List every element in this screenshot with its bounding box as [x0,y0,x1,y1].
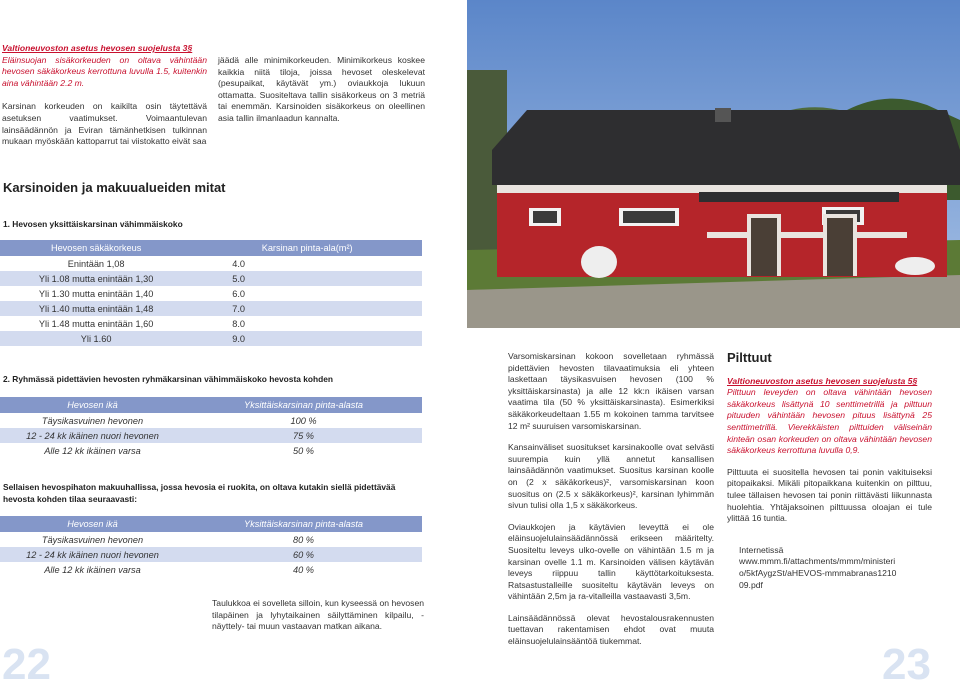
internet-block [727,545,899,591]
table3-header-row [0,516,422,532]
table-cell: 12 - 24 kk ikäinen nuori hevonen [0,428,185,443]
internet-link[interactable]: www.mmm.fi/attachments/mmm/ministerio/5kfAygzSt/aHEVOS-mmmabranas121009.pdf [739,556,897,590]
table-cell: 9.0 [192,331,422,346]
table-cell: 12 - 24 kk ikäinen nuori hevonen [0,547,185,562]
mid-paragraph: Lainsäädännössä olevat hevostalousrakennusten tuettavan rakentamisen ehdot ovat muuta eläinsuojelulainsääntöä tiukemmat. [508,612,714,647]
intro-quote: Eläinsuojan sisäkorkeuden on oltava vähintään hevosen säkäkorkeus kerrottuna luvulla 1.5, kuitenkin aina vähintään 2.2 m. [2,54,207,88]
page-number-left: 22 [2,640,51,689]
page-number-right: 23 [882,640,931,689]
table-cell: 5.0 [192,271,422,286]
table-cell: 75 % [185,428,422,443]
right-column [727,352,932,591]
table-row [0,301,422,316]
table-cell: Yli 1.48 mutta enintään 1,60 [38,318,154,329]
internet-label: Internetissä [739,544,784,555]
table-row [0,286,422,301]
table-row [0,256,422,271]
table-cell: Alle 12 kk ikäinen varsa [44,564,141,575]
table-row [0,547,422,562]
table-row [0,428,422,443]
right-section-title: Pilttuut [727,350,772,365]
table-cell: Täysikasvuinen hevonen [41,534,144,545]
table-cell: 50 % [293,445,314,456]
table2-header-cell: Yksittäiskarsinan pinta-alasta [185,397,422,413]
table1-title: 1. Hevosen yksittäiskarsinan vähimmäiskoko [3,219,183,229]
table-cell: Yli 1.40 mutta enintään 1,48 [0,301,192,316]
table1 [0,240,422,346]
table-footnote: Taulukkoa ei sovelleta silloin, kun kyseessä on hevosen tilapäinen ja lyhytaikainen säilyttäminen kilpailu, -näyttely- tai muun vastaavan matkan aikana. [212,598,424,632]
table3-header-cell: Yksittäiskarsinan pinta-alasta [185,516,422,532]
herd-paragraph: Sellaisen hevospihaton makuuhallissa, jossa hevosia ei ruokita, on oltava kutakin siellä pidettävää hevosta kohden tilaa seuraavasti: [3,482,396,504]
table-row [0,532,422,547]
table-cell: Yli 1.08 mutta enintään 1,30 [0,271,192,286]
table3 [0,516,422,577]
mid-paragraph: Oviaukkojen ja käytävien leveyttä ei ole eläinsuojelulainsäädännössä erikseen määritelty. Suositeltu leveys ulko-ovelle on vähintään 1.5 m ja karsinan ovelle 1.1 m. Karsinoiden välisen käytävän leveys riippuu tallin käyttötarkoituksesta. Ratsastustalleille suositeltu käytävän leveys on vähintään 2,5m ja ra-vitalleilla vastaavasti 3,5m. [508,521,714,602]
right-heading: Valtioneuvoston asetus hevosen suojelusta 5§ [727,375,918,386]
col2-paragraph: jäädä alle minimikorkeuden. Minimikorkeus koskee kaikkia niitä tiloja, joissa hevoset oleskelevat (pesupaikat, käytävät ym.) oviaukkoja lukuun ottamatta. Suositeltava tallin sisäkorkeus on 3 metriä tai enemmän. Karsinoiden sisäkorkeus on oleellinen asia tallin ilmanlaadun kannalta. [218,55,425,123]
table2-header-row [0,397,422,413]
table1-header-cell: Karsinan pinta-ala(m²) [192,240,422,256]
table-row [0,443,422,458]
table-cell: 60 % [185,547,422,562]
right-middle-column [508,351,714,658]
right-paragraph: Pilttuuta ei suositella hevosen tai ponin vakituiseksi pitopaikaksi. Mikäli pitopaikkana kuitenkin on pilttuu, tulee tällaisen hevosen tai ponin riittävästi liikunnasta huolehtia. Yhtäjaksoinen pilttuussa oloajan ei tule ylittää 16 tuntia. [727,466,932,524]
intro-paragraph: Karsinan korkeuden on kaikilta osin täytettävä asetuksen vaatimukset. Voimaantulevan lainsäädännön ja Eviran tämänhetkisen tulkinnan mukaan myöskään kattoparrut tai viistokatto eivät saa [2,101,207,147]
table-cell: 100 % [290,415,317,426]
table3-header-cell: Hevosen ikä [0,516,185,532]
right-quote: Pilttuun leveyden on oltava vähintään hevosen säkäkorkeus lisättynä 10 senttimetrillä ja pilttuun pituuden vähintään hevosen pituus lisättynä 25 senttimetrillä. Vierekkäisten pilttuiden väliseinän kinteän osan korkeuden on oltava vähintään hevosen säkäkorkeus kerrottuna luvulla 0,9. [727,387,932,456]
table-row [0,316,422,331]
table-cell: 40 % [293,564,314,575]
table2-title: 2. Ryhmässä pidettävien hevosten ryhmäkarsinan vähimmäiskoko hevosta kohden [3,374,334,384]
table-cell: Yli 1.30 mutta enintään 1,40 [38,288,154,299]
table-cell: Yli 1.60 [0,331,192,346]
table-cell: Täysikasvuinen hevonen [41,415,144,426]
table-row [0,331,422,346]
section-title: Karsinoiden ja makuualueiden mitat [3,180,226,195]
table-cell: 8.0 [232,318,246,329]
table2-header-cell: Hevosen ikä [0,397,185,413]
table1-header-cell: Hevosen säkäkorkeus [0,240,192,256]
table2 [0,397,422,458]
table-cell: Enintään 1,08 [67,258,125,269]
table-row [0,562,422,577]
mid-paragraph: Varsomiskarsinan kokoon sovelletaan ryhmässä pidettävien hevosten tilavaatimuksia eli yhteen laskettaan täysikasvuisen hevosen (100 % yksittäiskarsinasta) ja alle 12 kk:n ikäisen varsan vaatima tila (50 % yksittäiskarsinasta). Esimerkiksi säkäkorkeudeltaan 1.55 m kokoinen tamma tarvitsee 12 m² suuruisen varsomiskarsinan. [508,351,714,431]
barn-photo [467,0,960,328]
table1-header-row [0,240,422,256]
table-cell: Alle 12 kk ikäinen varsa [44,445,141,456]
left-intro-block [2,43,207,148]
table-row [0,413,422,428]
intro-heading: Valtioneuvoston asetus hevosen suojelusta 3§ [2,43,193,53]
mid-paragraph: Kansainväliset suositukset karsinakoolle ovat selvästi suurempia kuin yllä annetut kansallisen lainsäädännön vaatimukset. Suositus karsinan koolle on (2 x säkäkorkeus)², varsomiskarsinan koon suositus on (2.5 x säkäkorkeus)², karsinan lyhimmän sivun tulisi olla 1,5 x säkäkorkeus. [508,442,714,511]
table-cell: 7.0 [192,301,422,316]
table-cell: 80 % [293,534,314,545]
table-cell: 6.0 [232,288,246,299]
table-row [0,271,422,286]
table-cell: 4.0 [232,258,246,269]
